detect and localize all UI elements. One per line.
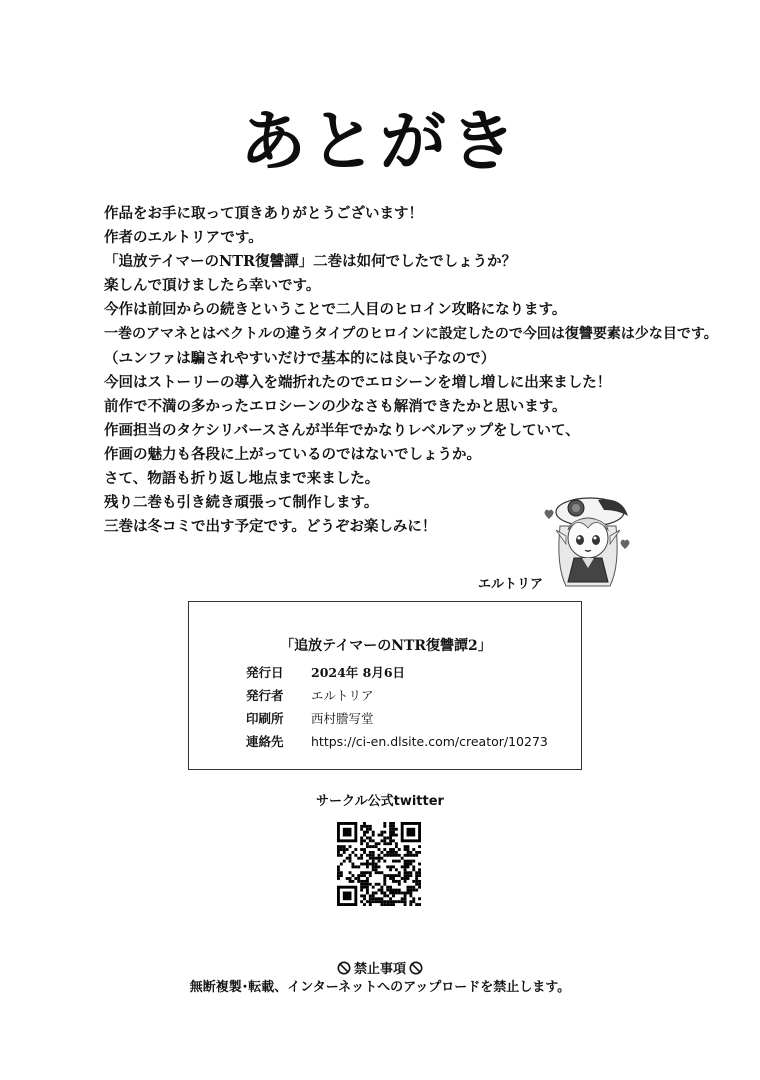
colophon-row-date [246, 663, 405, 681]
afterword-line: 三巻は冬コミで出す予定です。どうぞお楽しみに！ [104, 518, 437, 536]
colophon-box [188, 601, 582, 770]
prohibited-icon [337, 961, 351, 975]
prohibition-heading-row [0, 958, 760, 977]
afterword-line: さて、物語も折り返し地点まで来ました。 [104, 470, 380, 488]
colophon-label: 印刷所 [246, 711, 284, 726]
afterword-line: 前作で不満の多かったエロシーンの少なさも解消できたかと思います。 [104, 397, 567, 415]
circle-twitter-label: サークル公式twitter [316, 794, 444, 809]
colophon-value: 西村謄写堂 [311, 711, 374, 726]
afterword-line: 作画の魅力も各段に上がっているのではないでしょうか。 [104, 445, 481, 463]
colophon-value: エルトリア [311, 688, 374, 703]
afterword-line: 楽しんで頂けましたら幸いです。 [104, 277, 321, 295]
afterword-line: 作者のエルトリアです。 [104, 229, 263, 247]
colophon-title: 「追放テイマーのNTR復讐譚2」 [280, 638, 492, 654]
colophon-row-contact [246, 732, 548, 750]
afterword-line: 作品をお手に取って頂きありがとうございます！ [104, 205, 423, 222]
mascot-illustration [538, 486, 638, 594]
colophon-value: 2024年 8月6日 [311, 665, 406, 680]
prohibited-icon [409, 961, 423, 975]
afterword-line: 作画担当のタケシリバースさんが半年でかなりレベルアップをしていて、 [104, 421, 580, 439]
afterword-line: 残り二巻も引き続き頑張って制作します。 [104, 494, 379, 512]
afterword-line: 今回はストーリーの導入を端折れたのでエロシーンを増し増しに出来ました！ [104, 373, 612, 391]
afterword-line: 今作は前回からの続きということで二人目のヒロイン攻略になります。 [104, 301, 567, 319]
author-signature: エルトリア [478, 577, 544, 592]
afterword-line: （ユンファは騙されやすいだけで基本的には良い子なので） [104, 349, 496, 367]
colophon-label: 連絡先 [246, 734, 284, 749]
colophon-label: 発行日 [246, 665, 284, 680]
contact-link[interactable]: https://ci-en.dlsite.com/creator/10273 [311, 734, 548, 749]
prohibition-text: 無断複製･転載、インターネットへのアップロードを禁止します。 [189, 980, 571, 995]
afterword-line: 一巻のアマネとはベクトルの違うタイプのヒロインに設定したので今回は復讐要素は少な目です。 [104, 326, 718, 343]
prohibition-heading: 禁止事項 [353, 962, 406, 977]
colophon-row-printer [246, 709, 374, 727]
page-title: あとがき [240, 102, 520, 180]
colophon-row-publisher [246, 686, 374, 704]
colophon-label: 発行者 [246, 688, 284, 703]
afterword-line: 「追放テイマーのNTR復讐譚」二巻は如何でしたでしょうか？ [104, 253, 517, 271]
qr-code[interactable] [337, 822, 421, 906]
